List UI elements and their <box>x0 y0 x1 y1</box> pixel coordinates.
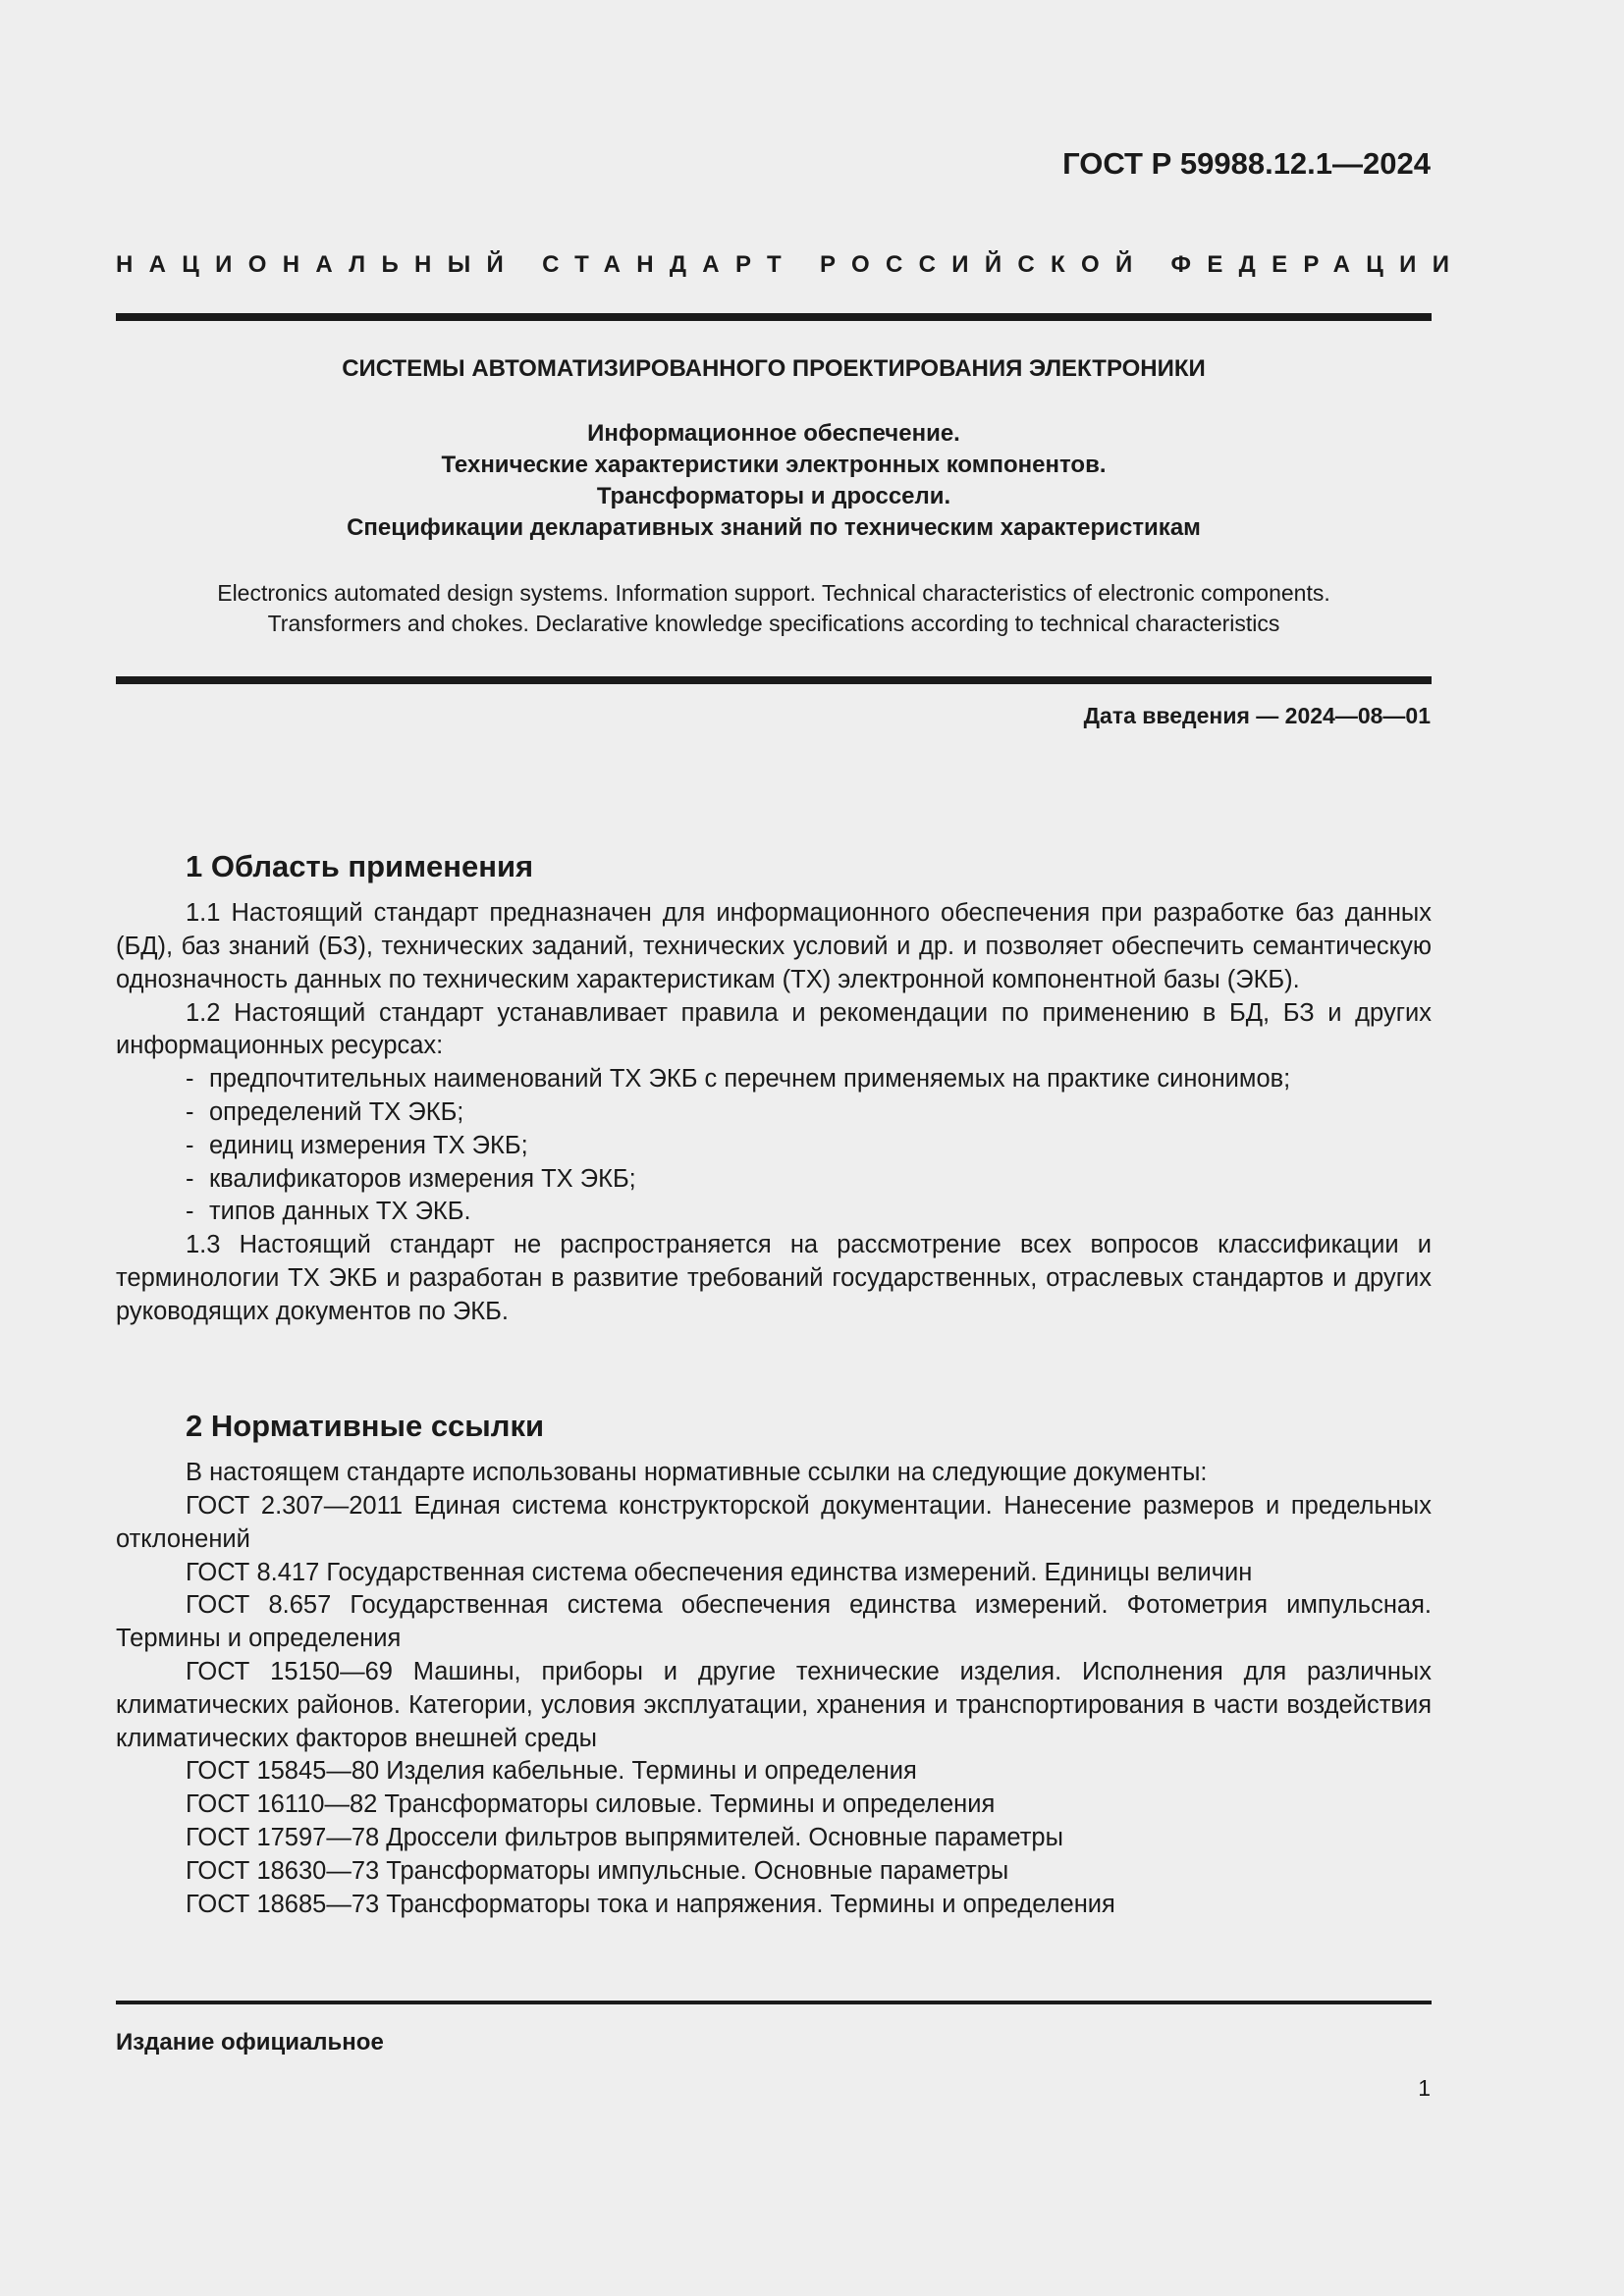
introduction-date: Дата введения — 2024—08—01 <box>1083 703 1431 728</box>
subtitle-line: Технические характеристики электронных компонентов. <box>441 452 1107 478</box>
document-number: ГОСТ Р 59988.12.1—2024 <box>1062 146 1431 181</box>
english-title-line: Transformers and chokes. Declarative knowledge specifications according to technical characteristics <box>267 611 1280 636</box>
subtitle-line: Спецификации декларативных знаний по техническим характеристикам <box>347 514 1201 541</box>
reference-item: ГОСТ 2.307—2011 Единая система конструкторской документации. Нанесение размеров и предельных отклонений <box>116 1491 1432 1553</box>
top-rule <box>116 313 1432 321</box>
reference-item: ГОСТ 18630—73 Трансформаторы импульсные. Основные параметры <box>186 1856 1009 1885</box>
paragraph-1-1: 1.1 Настоящий стандарт предназначен для информационного обеспечения при разработке баз данных (БД), баз знаний (БЗ), технических заданий, технических условий и др. и позволяет обеспечить семантическую однозначность данных по техническим характеристикам (ТХ) электронной компонентной базы (ЭКБ). <box>116 899 1432 993</box>
subtitle-line: Трансформаторы и дроссели. <box>596 483 951 509</box>
document-title: СИСТЕМЫ АВТОМАТИЗИРОВАННОГО ПРОЕКТИРОВАНИЯ ЭЛЕКТРОНИКИ <box>342 355 1206 382</box>
standard-type-heading: НАЦИОНАЛЬНЫЙ СТАНДАРТ РОССИЙСКОЙ ФЕДЕРАЦИИ <box>116 251 1466 278</box>
reference-item: ГОСТ 15150—69 Машины, приборы и другие технические изделия. Исполнения для различных климатических районов. Категории, условия эксплуатации, хранения и транспортирования в части воздействия климатических факторов внешней среды <box>116 1657 1432 1752</box>
section-1-heading: 1 Область применения <box>186 849 534 883</box>
list-item: - квалификаторов измерения ТХ ЭКБ; <box>186 1164 636 1193</box>
title-bottom-rule <box>116 676 1432 684</box>
reference-item: ГОСТ 17597—78 Дроссели фильтров выпрямителей. Основные параметры <box>186 1823 1063 1851</box>
footer-rule <box>116 2001 1432 2004</box>
paragraph-1-3: 1.3 Настоящий стандарт не распространяется на рассмотрение всех вопросов классификации и терминологии ТХ ЭКБ и разработан в развитие требований государственных, отраслевых стандартов и других руководящих документов по ЭКБ. <box>116 1231 1432 1325</box>
english-title-line: Electronics automated design systems. Information support. Technical characteristics of electronic components. <box>217 580 1330 606</box>
section-1 <box>116 848 1432 1329</box>
list-item: - предпочтительных наименований ТХ ЭКБ с перечнем применяемых на практике синонимов; <box>186 1065 1291 1094</box>
official-edition-label: Издание официальное <box>116 2029 384 2056</box>
reference-item: ГОСТ 16110—82 Трансформаторы силовые. Термины и определения <box>186 1790 996 1819</box>
references-intro: В настоящем стандарте использованы нормативные ссылки на следующие документы: <box>186 1459 1208 1487</box>
paragraph-1-2: 1.2 Настоящий стандарт устанавливает правила и рекомендации по применению в БД, БЗ и других информационных ресурсах: <box>116 998 1432 1060</box>
list-item: - единиц измерения ТХ ЭКБ; <box>186 1131 528 1159</box>
reference-item: ГОСТ 8.417 Государственная система обеспечения единства измерений. Единицы величин <box>186 1558 1253 1586</box>
section-2-heading: 2 Нормативные ссылки <box>186 1409 545 1443</box>
section-2 <box>116 1408 1432 1921</box>
reference-item: ГОСТ 8.657 Государственная система обеспечения единства измерений. Фотометрия импульсная. Термины и определения <box>116 1591 1432 1653</box>
page-number: 1 <box>1418 2075 1431 2101</box>
list-item: - типов данных ТХ ЭКБ. <box>186 1198 471 1226</box>
reference-item: ГОСТ 15845—80 Изделия кабельные. Термины и определения <box>186 1757 917 1786</box>
subtitle-line: Информационное обеспечение. <box>587 420 960 447</box>
document-subtitle <box>116 418 1432 544</box>
list-item: - определений ТХ ЭКБ; <box>186 1097 464 1126</box>
english-title <box>116 578 1432 639</box>
reference-item: ГОСТ 18685—73 Трансформаторы тока и напряжения. Термины и определения <box>186 1890 1115 1918</box>
